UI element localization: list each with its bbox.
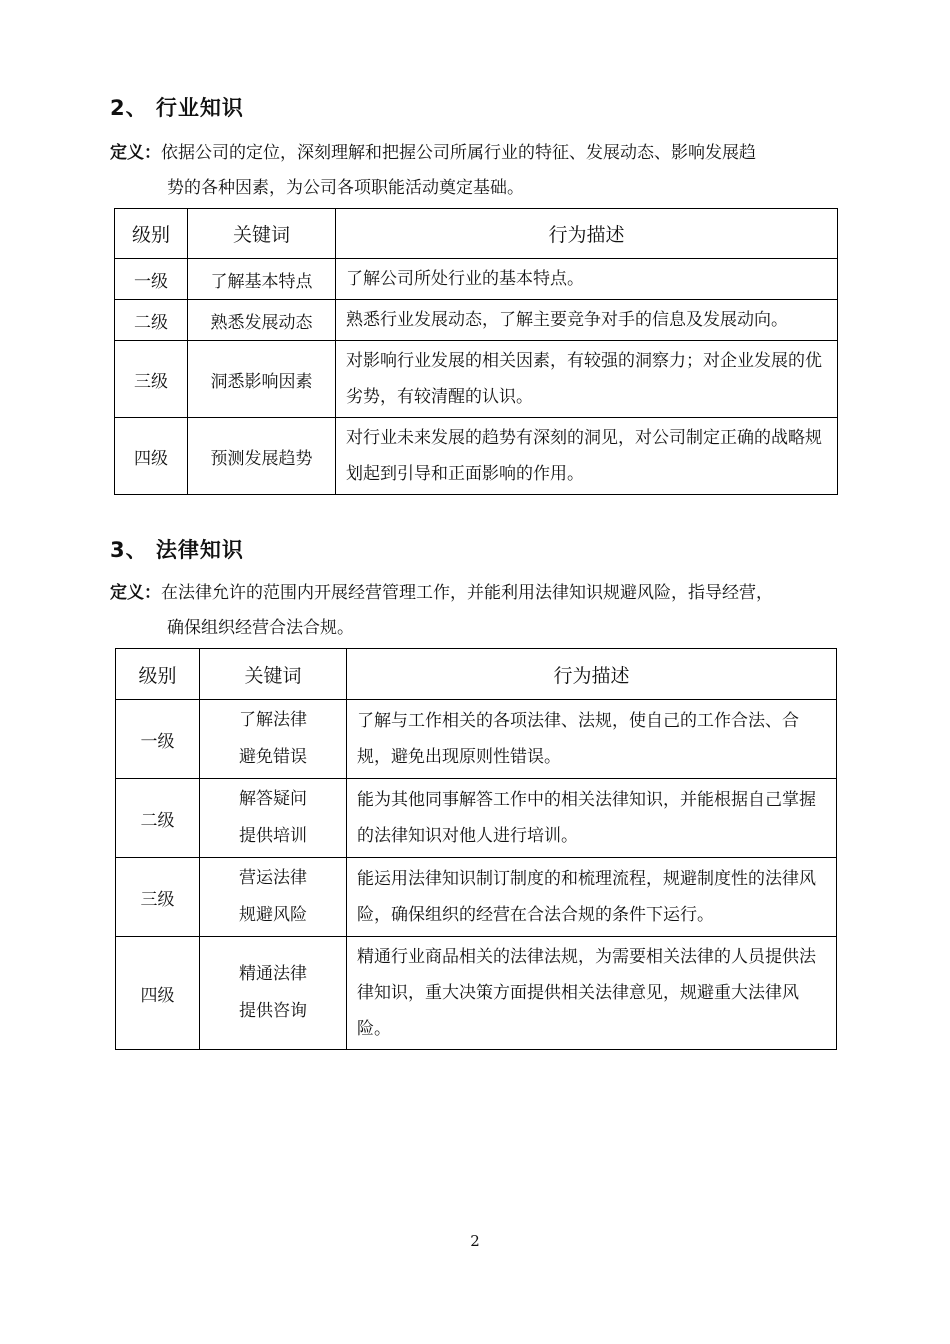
definition-label: 定义： (110, 583, 161, 603)
header-description: 行为描述 (347, 649, 837, 700)
table-row (115, 418, 838, 495)
table-header-row (116, 649, 837, 700)
keyword-cell (200, 700, 347, 779)
definition-text-line1: 依据公司的定位，深刻理解和把握公司所属行业的特征、发展动态、影响发展趋 (161, 143, 756, 163)
table-row (115, 259, 838, 300)
header-description: 行为描述 (336, 209, 838, 259)
table-row (116, 700, 837, 779)
description-cell: 了解与工作相关的各项法律、法规，使自己的工作合法、合规，避免出现原则性错误。 (347, 700, 837, 779)
header-level: 级别 (115, 209, 188, 259)
table-row (115, 341, 838, 418)
description-cell: 对影响行业发展的相关因素，有较强的洞察力；对企业发展的优劣势，有较清醒的认识。 (336, 341, 838, 418)
keyword-line: 规避风险 (239, 905, 307, 925)
legal-knowledge-table (115, 648, 837, 1050)
keyword-line: 解答疑问 (239, 789, 307, 809)
table-row (116, 779, 837, 858)
level-cell: 二级 (115, 300, 188, 341)
keyword-cell (200, 858, 347, 937)
description-cell: 能运用法律知识制订制度的和梳理流程，规避制度性的法律风险，确保组织的经营在合法合规的条件下运行。 (347, 858, 837, 937)
description-cell: 对行业未来发展的趋势有深刻的洞见，对公司制定正确的战略规划起到引导和正面影响的作用。 (336, 418, 838, 495)
section-heading-legal-knowledge: 3、 法律知识 (110, 538, 244, 562)
table-row (115, 300, 838, 341)
description-cell: 了解公司所处行业的基本特点。 (336, 259, 838, 300)
definition-legal-knowledge (110, 576, 840, 646)
level-cell: 三级 (116, 858, 200, 937)
keyword-cell: 洞悉影响因素 (188, 341, 336, 418)
keyword-cell (200, 937, 347, 1050)
level-cell: 四级 (116, 937, 200, 1050)
keyword-line: 提供培训 (239, 826, 307, 846)
definition-text-line1: 在法律允许的范围内开展经营管理工作，并能利用法律知识规避风险，指导经营， (161, 583, 773, 603)
level-cell: 三级 (115, 341, 188, 418)
level-cell: 一级 (115, 259, 188, 300)
industry-knowledge-table (114, 208, 838, 495)
definition-label: 定义： (110, 143, 161, 163)
level-cell: 一级 (116, 700, 200, 779)
keyword-cell: 熟悉发展动态 (188, 300, 336, 341)
header-keyword: 关键词 (188, 209, 336, 259)
keyword-line: 营运法律 (239, 868, 307, 888)
header-level: 级别 (116, 649, 200, 700)
keyword-line: 避免错误 (239, 747, 307, 767)
description-cell: 熟悉行业发展动态，了解主要竞争对手的信息及发展动向。 (336, 300, 838, 341)
section-heading-industry-knowledge: 2、 行业知识 (110, 96, 244, 120)
description-cell: 精通行业商品相关的法律法规，为需要相关法律的人员提供法律知识，重大决策方面提供相关法律意见，规避重大法律风险。 (347, 937, 837, 1050)
level-cell: 四级 (115, 418, 188, 495)
page-number: 2 (470, 1232, 480, 1250)
definition-text-line2: 确保组织经营合法合规。 (167, 618, 354, 638)
table-header-row (115, 209, 838, 259)
table-row (116, 858, 837, 937)
header-keyword: 关键词 (200, 649, 347, 700)
description-cell: 能为其他同事解答工作中的相关法律知识，并能根据自己掌握的法律知识对他人进行培训。 (347, 779, 837, 858)
definition-text-line2: 势的各种因素，为公司各项职能活动奠定基础。 (167, 178, 524, 198)
level-cell: 二级 (116, 779, 200, 858)
keyword-line: 提供咨询 (239, 1001, 307, 1021)
table-row (116, 937, 837, 1050)
keyword-line: 了解法律 (239, 710, 307, 730)
definition-industry-knowledge (110, 136, 840, 206)
keyword-line: 精通法律 (239, 964, 307, 984)
keyword-cell (200, 779, 347, 858)
keyword-cell: 预测发展趋势 (188, 418, 336, 495)
keyword-cell: 了解基本特点 (188, 259, 336, 300)
